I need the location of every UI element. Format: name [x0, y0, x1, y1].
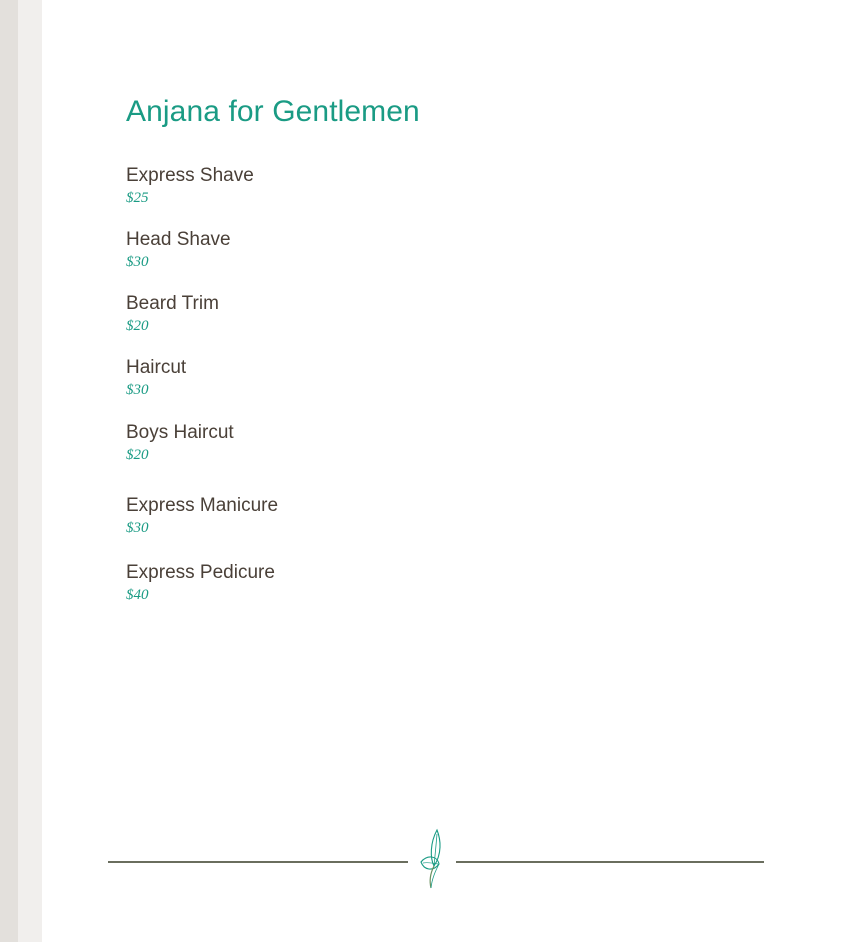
service-name: Beard Trim [126, 293, 219, 314]
service-price: $40 [126, 587, 149, 603]
service-price: $20 [126, 318, 149, 334]
service-item-haircut [126, 356, 526, 400]
page-spine-edge [18, 0, 42, 942]
service-name: Express Pedicure [126, 562, 275, 583]
service-price: $25 [126, 190, 149, 206]
service-item-express-manicure [126, 494, 526, 538]
page-spine-shadow [0, 0, 18, 942]
service-item-express-shave [126, 164, 526, 208]
service-price: $30 [126, 520, 149, 536]
service-price: $30 [126, 382, 149, 398]
footer-divider-right [456, 861, 764, 863]
service-item-express-pedicure [126, 561, 526, 605]
service-name: Express Manicure [126, 495, 279, 516]
leaf-icon [417, 828, 447, 890]
service-price: $30 [126, 254, 149, 270]
service-price: $20 [126, 447, 149, 463]
service-name: Head Shave [126, 229, 231, 250]
service-item-beard-trim [126, 292, 526, 336]
footer-divider-left [108, 861, 408, 863]
page-title: Anjana for Gentlemen [126, 95, 420, 128]
service-name: Boys Haircut [126, 422, 234, 443]
service-name: Haircut [126, 357, 187, 378]
service-item-head-shave [126, 228, 526, 272]
service-item-boys-haircut [126, 421, 526, 465]
service-name: Express Shave [126, 165, 254, 186]
